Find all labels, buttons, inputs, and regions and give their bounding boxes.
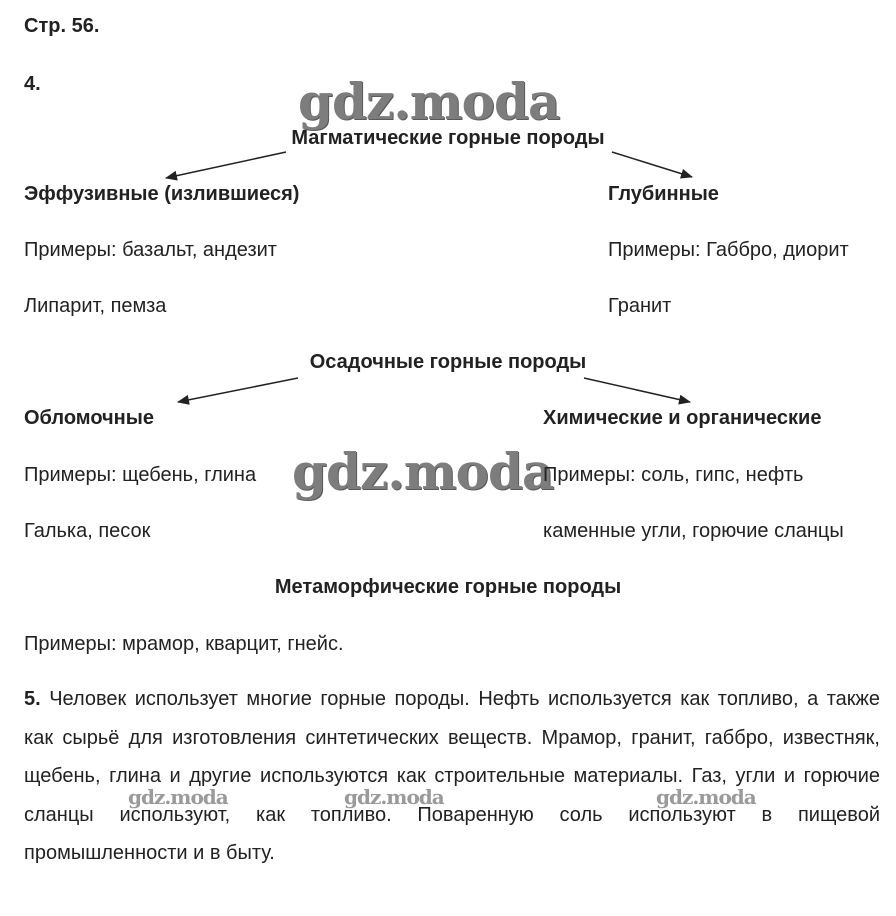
chemical-organic-heading: Химические и органические bbox=[543, 407, 822, 429]
arrow-magmatic-left bbox=[166, 152, 286, 178]
effusive-examples: Примеры: базальт, андезит bbox=[24, 239, 277, 261]
watermark-bottom-right: gdz.moda bbox=[656, 785, 756, 809]
metamorphic-examples: Примеры: мрамор, кварцит, гнейс. bbox=[24, 633, 344, 655]
sedimentary-title: Осадочные горные породы bbox=[309, 351, 587, 373]
task-5-number: 5. bbox=[24, 688, 41, 710]
page-header: Стр. 56. bbox=[24, 15, 100, 37]
task-5-text: Человек использует многие горные породы. Нефть используется как топливо, а также как сырьё для изготовления синтетических веществ. Мрамор, гранит, габбро, известняк, щебень, глина и другие используются как строительные материалы. Газ, угли и горючие сланцы используют, как топливо. Поваренную соль используют в пищевой промышленности и в быту. bbox=[24, 688, 880, 864]
magmatic-title: Магматические горные породы bbox=[291, 127, 605, 149]
watermark-bottom-left: gdz.moda bbox=[128, 785, 228, 809]
effusive-heading: Эффузивные (излившиеся) bbox=[24, 183, 300, 205]
arrow-sedimentary-left bbox=[178, 378, 298, 402]
task-4-number: 4. bbox=[24, 73, 41, 95]
plutonic-examples: Примеры: Габбро, диорит bbox=[608, 239, 849, 261]
plutonic-heading: Глубинные bbox=[608, 183, 719, 205]
arrow-sedimentary-right bbox=[584, 378, 690, 402]
metamorphic-title: Метаморфические горные породы bbox=[274, 576, 622, 598]
clastic-examples: Примеры: щебень, глина bbox=[24, 464, 257, 486]
clastic-examples-2: Галька, песок bbox=[24, 520, 151, 542]
chemical-organic-examples-2: каменные угли, горючие сланцы bbox=[543, 520, 844, 542]
arrow-magmatic-right bbox=[612, 152, 692, 177]
watermark-bottom-center: gdz.moda bbox=[344, 785, 444, 809]
effusive-examples-2: Липарит, пемза bbox=[24, 295, 167, 317]
task-5-paragraph bbox=[24, 680, 880, 873]
watermark-top: gdz.moda bbox=[298, 72, 560, 131]
plutonic-examples-2: Гранит bbox=[608, 295, 672, 317]
watermark-middle: gdz.moda bbox=[292, 442, 554, 501]
clastic-heading: Обломочные bbox=[24, 407, 154, 429]
chemical-organic-examples: Примеры: соль, гипс, нефть bbox=[543, 464, 804, 486]
